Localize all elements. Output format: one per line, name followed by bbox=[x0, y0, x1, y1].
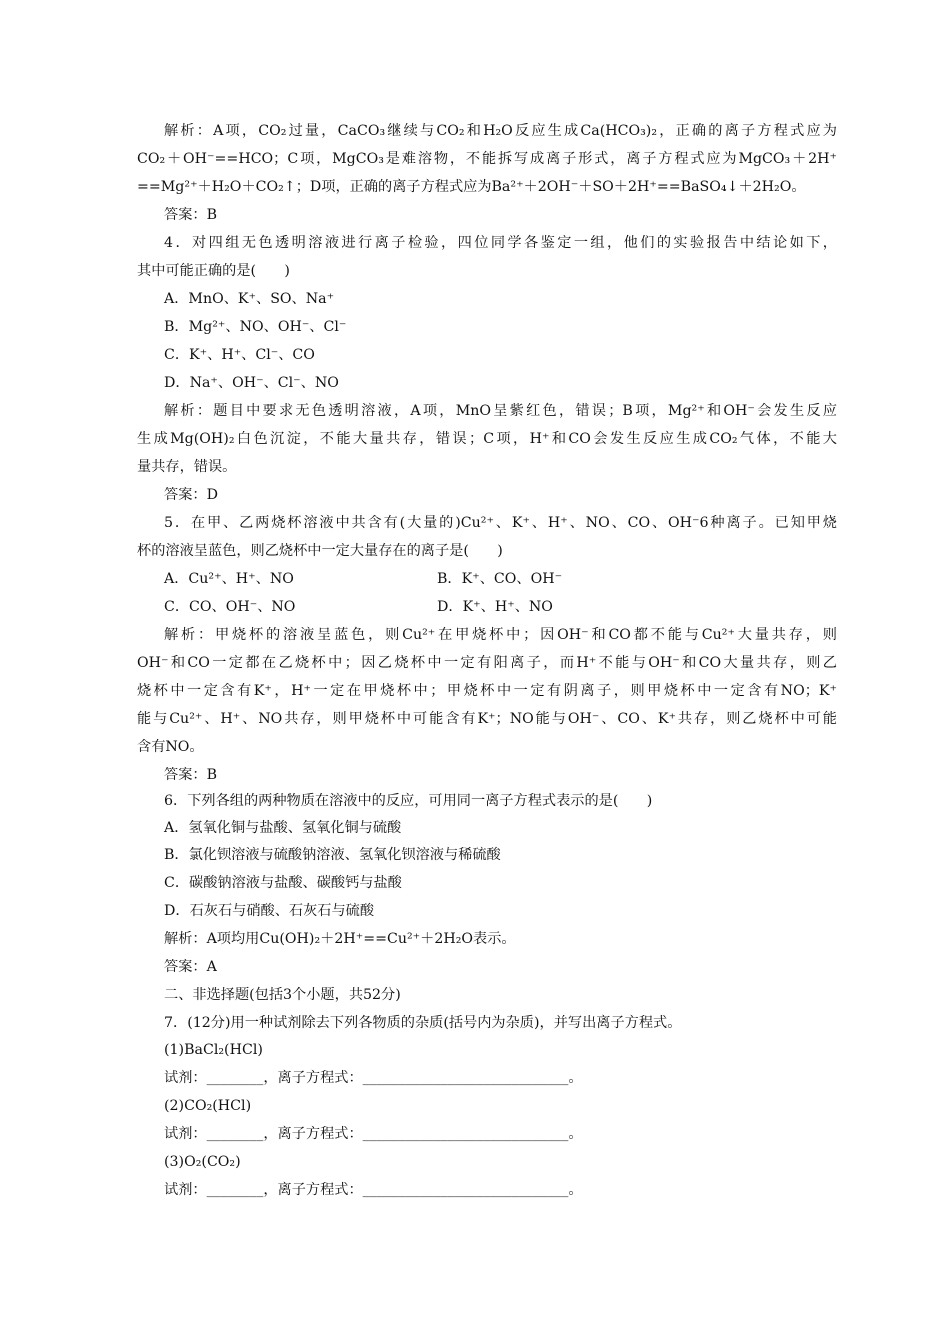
question-7-answer-line-1: 试剂：________，离子方程式：_____________________________。 bbox=[164, 1070, 583, 1086]
question-4-stem-line-2: 其中可能正确的是( ) bbox=[137, 263, 290, 279]
analysis-5-line-1: 解析：甲烧杯的溶液呈蓝色，则Cu²⁺在甲烧杯中；因OH⁻和CO都不能与Cu²⁺大量共存，则 bbox=[164, 627, 837, 643]
question-4-stem-line-1: 4．对四组无色透明溶液进行离子检验，四位同学各鉴定一组，他们的实验报告中结论如下， bbox=[164, 235, 837, 251]
question-5-option-b: B．K⁺、CO、OH⁻ bbox=[437, 571, 563, 587]
question-6-option-b: B．氯化钡溶液与硫酸钠溶液、氢氧化钡溶液与稀硫酸 bbox=[164, 847, 501, 863]
question-4-option-b: B．Mg²⁺、NO、OH⁻、Cl⁻ bbox=[164, 319, 347, 335]
answer-6: 答案：A bbox=[164, 959, 217, 975]
question-5-option-c: C．CO、OH⁻、NO bbox=[164, 599, 296, 615]
analysis-5-line-2: OH⁻和CO一定都在乙烧杯中；因乙烧杯中一定有阳离子，而H⁺不能与OH⁻和CO大量共存，则乙 bbox=[137, 655, 837, 671]
question-7-stem: 7．(12分)用一种试剂除去下列各物质的杂质(括号内为杂质)，并写出离子方程式。 bbox=[164, 1015, 682, 1031]
analysis-5-line-3: 烧杯中一定含有K⁺，H⁺一定在甲烧杯中；甲烧杯中一定有阴离子，则甲烧杯中一定含有NO；K⁺ bbox=[137, 683, 837, 699]
question-4-option-c: C．K⁺、H⁺、Cl⁻、CO bbox=[164, 347, 315, 363]
question-5-option-a: A．Cu²⁺、H⁺、NO bbox=[164, 571, 294, 587]
analysis-3-line-3: ==Mg²⁺＋H₂O＋CO₂↑；D项，正确的离子方程式应为Ba²⁺＋2OH⁻＋SO＋2H⁺==BaSO₄↓＋2H₂O。 bbox=[137, 179, 806, 195]
question-7-item-3: (3)O₂(CO₂) bbox=[164, 1154, 241, 1170]
analysis-3-line-1: 解析：A项，CO₂过量，CaCO₃继续与CO₂和H₂O反应生成Ca(HCO₃)₂，正确的离子方程式应为 bbox=[164, 123, 837, 139]
question-6-stem: 6．下列各组的两种物质在溶液中的反应，可用同一离子方程式表示的是( ) bbox=[164, 793, 653, 809]
question-6-option-c: C．碳酸钠溶液与盐酸、碳酸钙与盐酸 bbox=[164, 875, 402, 891]
question-7-item-1: (1)BaCl₂(HCl) bbox=[164, 1042, 263, 1058]
analysis-4-line-2: 生成Mg(OH)₂白色沉淀，不能大量共存，错误；C项，H⁺和CO会发生反应生成CO₂气体，不能大 bbox=[137, 431, 837, 447]
analysis-5-line-5: 含有NO。 bbox=[137, 739, 204, 755]
question-6-option-d: D．石灰石与硝酸、石灰石与硫酸 bbox=[164, 903, 375, 919]
analysis-6: 解析：A项均用Cu(OH)₂＋2H⁺==Cu²⁺＋2H₂O表示。 bbox=[164, 931, 516, 947]
answer-5: 答案：B bbox=[164, 767, 217, 783]
question-4-option-a: A．MnO、K⁺、SO、Na⁺ bbox=[164, 291, 335, 307]
answer-3: 答案：B bbox=[164, 207, 217, 223]
question-5-stem-line-1: 5．在甲、乙两烧杯溶液中共含有(大量的)Cu²⁺、K⁺、H⁺、NO、CO、OH⁻6种离子。已知甲烧 bbox=[164, 515, 837, 531]
question-7-answer-line-3: 试剂：________，离子方程式：_____________________________。 bbox=[164, 1182, 583, 1198]
question-5-option-d: D．K⁺、H⁺、NO bbox=[437, 599, 553, 615]
question-6-option-a: A．氢氧化铜与盐酸、氢氧化铜与硫酸 bbox=[164, 820, 402, 836]
analysis-5-line-4: 能与Cu²⁺、H⁺、NO共存，则甲烧杯中可能含有K⁺；NO能与OH⁻、CO、K⁺共存，则乙烧杯中可能 bbox=[137, 711, 837, 727]
question-5-stem-line-2: 杯的溶液呈蓝色，则乙烧杯中一定大量存在的离子是( ) bbox=[137, 543, 503, 559]
analysis-4-line-3: 量共存，错误。 bbox=[137, 459, 237, 475]
question-7-item-2: (2)CO₂(HCl) bbox=[164, 1098, 252, 1114]
analysis-4-line-1: 解析：题目中要求无色透明溶液，A项，MnO呈紫红色，错误；B项，Mg²⁺和OH⁻会发生反应 bbox=[164, 403, 837, 419]
analysis-3-line-2: CO₂＋OH⁻==HCO；C项，MgCO₃是难溶物，不能拆写成离子形式，离子方程式应为MgCO₃＋2H⁺ bbox=[137, 151, 837, 167]
answer-4: 答案：D bbox=[164, 487, 218, 503]
question-4-option-d: D．Na⁺、OH⁻、Cl⁻、NO bbox=[164, 375, 339, 391]
question-7-answer-line-2: 试剂：________，离子方程式：_____________________________。 bbox=[164, 1126, 583, 1142]
section-heading-non-choice: 二、非选择题(包括3个小题，共52分) bbox=[164, 987, 401, 1003]
